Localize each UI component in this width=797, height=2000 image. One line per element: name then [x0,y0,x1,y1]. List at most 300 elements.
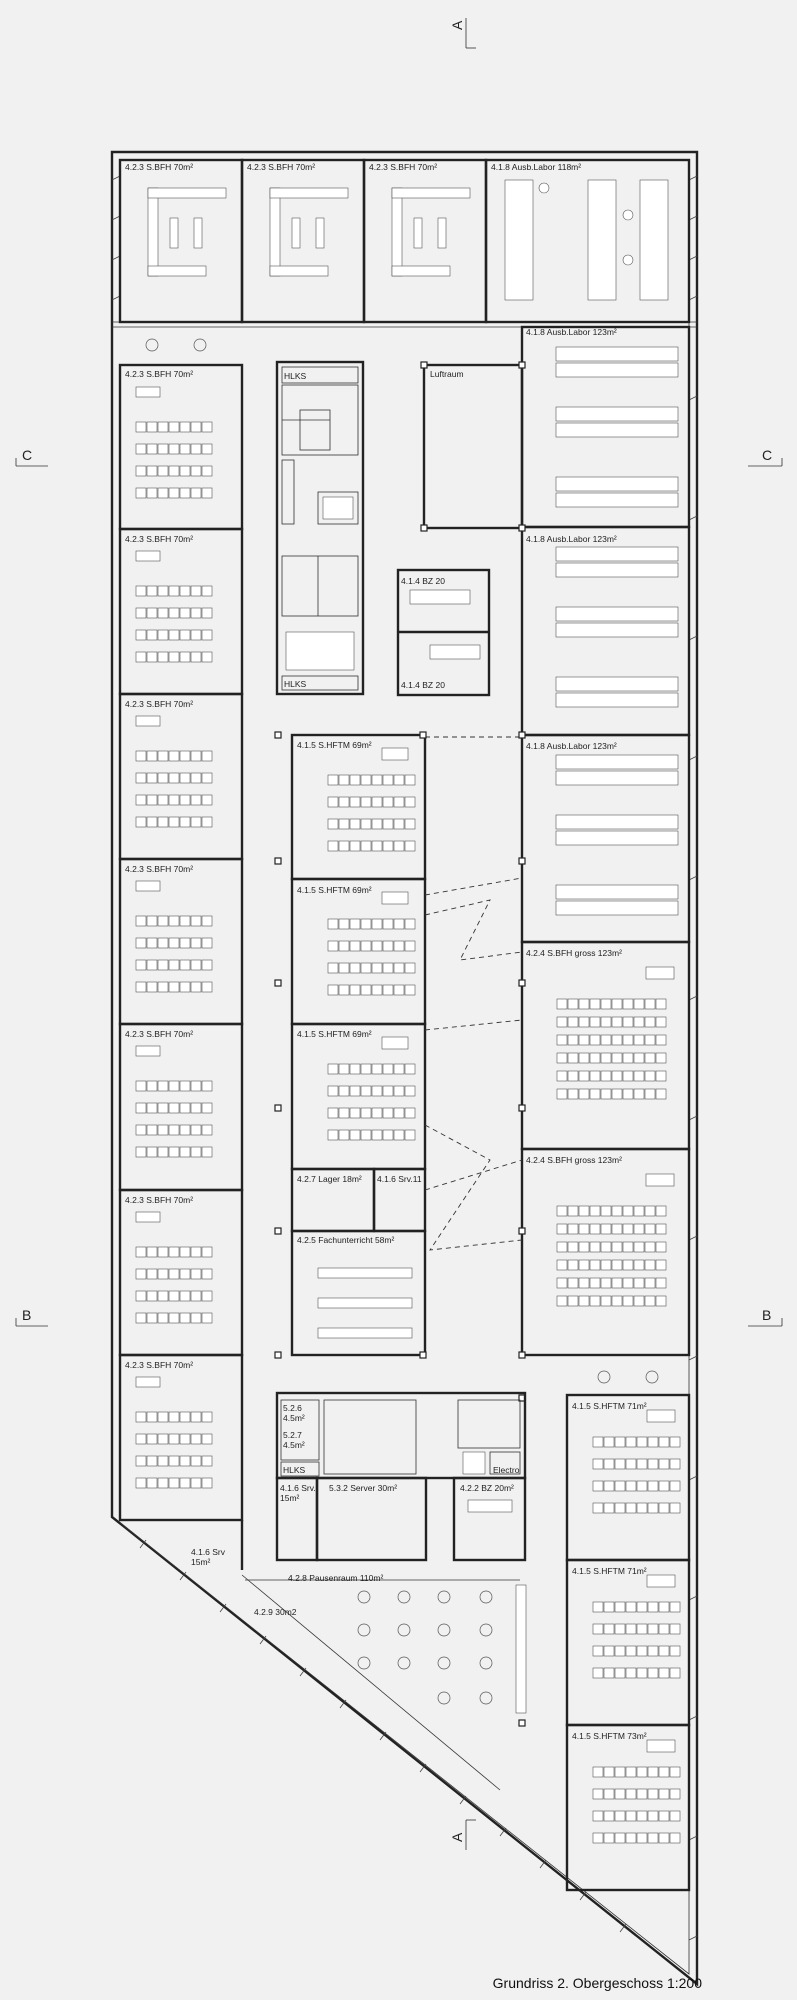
student-desk [670,1437,680,1447]
student-desk [593,1789,603,1799]
student-desk [604,1811,614,1821]
student-desk [637,1767,647,1777]
student-desk [604,1481,614,1491]
student-desk [147,1103,157,1113]
student-desk [593,1503,603,1513]
student-desk [645,1296,655,1306]
student-desk [604,1833,614,1843]
student-desk [383,1108,393,1118]
room-label: 5.2.6 [283,1403,302,1413]
student-desk [670,1459,680,1469]
student-desk [601,999,611,1009]
student-desk [405,941,415,951]
student-desk [670,1811,680,1821]
student-desk [601,1017,611,1027]
student-desk [604,1503,614,1513]
student-desk [645,1260,655,1270]
student-desk [180,916,190,926]
student-desk [191,1081,201,1091]
room-label: 4.2.3 S.BFH 70m² [125,162,194,172]
student-desk [158,488,168,498]
student-desk [383,797,393,807]
student-desk [191,608,201,618]
student-desk [604,1767,614,1777]
student-desk [169,1269,179,1279]
student-desk [158,608,168,618]
student-desk [191,817,201,827]
student-desk [615,1624,625,1634]
section-marker-a-top: A [449,20,465,30]
teacher-desk [647,1575,675,1587]
student-desk [604,1668,614,1678]
lab-bench [556,885,678,899]
student-desk [405,963,415,973]
student-desk [147,795,157,805]
student-desk [590,1242,600,1252]
student-desk [180,1247,190,1257]
room-label: Electro [493,1465,520,1475]
student-desk [202,608,212,618]
student-desk [169,938,179,948]
student-desk [626,1789,636,1799]
teacher-desk [382,892,408,904]
student-desk [202,466,212,476]
student-desk [612,1089,622,1099]
student-desk [623,1242,633,1252]
student-desk [158,1247,168,1257]
student-desk [191,652,201,662]
student-desk [147,1456,157,1466]
student-desk [158,938,168,948]
student-desk [361,1108,371,1118]
student-desk [136,466,146,476]
student-desk [656,1017,666,1027]
room-label: 4.2.3 S.BFH 70m² [247,162,316,172]
room-label: 4.2.3 S.BFH 70m² [125,699,194,709]
student-desk [136,422,146,432]
room-label: HLKS [283,1465,306,1475]
student-desk [637,1646,647,1656]
student-desk [147,1478,157,1488]
student-desk [202,422,212,432]
student-desk [670,1602,680,1612]
student-desk [405,841,415,851]
student-desk [147,817,157,827]
student-desk [634,1260,644,1270]
student-desk [568,999,578,1009]
workbench [318,1328,412,1338]
student-desk [202,1081,212,1091]
student-desk [656,1278,666,1288]
student-desk [383,941,393,951]
student-desk [158,1412,168,1422]
student-desk [169,817,179,827]
student-desk [169,1081,179,1091]
teacher-desk [136,1046,160,1056]
student-desk [372,1086,382,1096]
room-label: 4.1.8 Ausb.Labor 118m² [491,162,582,172]
room-label: 5.3.2 Server 30m² [329,1483,398,1493]
student-desk [169,1125,179,1135]
student-desk [670,1789,680,1799]
student-desk [136,652,146,662]
drawing-title: Grundriss 2. Obergeschoss 1:200 [492,1975,702,1991]
room-label: 15m² [191,1557,211,1567]
section-marker-c-right: C [762,447,773,463]
room-label: 4.1.5 S.HFTM 71m² [572,1566,647,1576]
student-desk [626,1459,636,1469]
student-desk [169,773,179,783]
student-desk [136,1434,146,1444]
student-desk [202,773,212,783]
student-desk [191,1125,201,1135]
room-label: 4.2.3 S.BFH 70m² [125,369,194,379]
student-desk [136,1313,146,1323]
student-desk [180,422,190,432]
student-desk [372,797,382,807]
room-label: 4.2.4 S.BFH gross 123m² [526,1155,622,1165]
lab-bench [556,693,678,707]
student-desk [136,1291,146,1301]
student-desk [191,586,201,596]
student-desk [361,941,371,951]
lab-bench [556,547,678,561]
student-desk [623,1035,633,1045]
student-desk [339,797,349,807]
student-desk [579,1260,589,1270]
lab-bench [556,493,678,507]
workbench [318,1268,412,1278]
room-label: 4.2.2 BZ 20m² [460,1483,514,1493]
student-desk [169,1247,179,1257]
student-desk [136,1478,146,1488]
student-desk [180,1147,190,1157]
student-desk [169,444,179,454]
teacher-desk [136,881,160,891]
student-desk [147,422,157,432]
student-desk [158,1125,168,1135]
student-desk [590,1260,600,1270]
room-label: 4.1.5 S.HFTM 69m² [297,885,372,895]
student-desk [350,941,360,951]
student-desk [169,1478,179,1488]
student-desk [601,1206,611,1216]
student-desk [637,1459,647,1469]
student-desk [136,982,146,992]
student-desk [634,1242,644,1252]
student-desk [579,1053,589,1063]
student-desk [634,1017,644,1027]
student-desk [350,963,360,973]
student-desk [579,1242,589,1252]
student-desk [136,1147,146,1157]
student-desk [350,841,360,851]
student-desk [158,1103,168,1113]
student-desk [579,1206,589,1216]
dashed-bridge [425,737,522,1250]
student-desk [202,751,212,761]
student-desk [557,1278,567,1288]
student-desk [136,938,146,948]
student-desk [361,775,371,785]
student-desk [557,1242,567,1252]
student-desk [568,1242,578,1252]
student-desk [601,1035,611,1045]
student-desk [328,963,338,973]
student-desk [670,1767,680,1777]
student-desk [169,652,179,662]
student-desk [568,1035,578,1045]
student-desk [634,1089,644,1099]
workbench [318,1298,412,1308]
student-desk [180,630,190,640]
student-desk [147,466,157,476]
room-label: 15m² [280,1493,300,1503]
student-desk [601,1260,611,1270]
student-desk [626,1481,636,1491]
student-desk [623,1053,633,1063]
student-desk [136,960,146,970]
student-desk [158,1434,168,1444]
student-desk [169,1456,179,1466]
student-desk [361,919,371,929]
student-desk [180,608,190,618]
student-desk [615,1767,625,1777]
student-desk [568,1260,578,1270]
student-desk [350,775,360,785]
student-desk [180,488,190,498]
student-desk [202,1478,212,1488]
student-desk [372,819,382,829]
student-desk [191,1478,201,1488]
student-desk [601,1224,611,1234]
student-desk [136,1456,146,1466]
teacher-desk [647,1740,675,1752]
lab-bench [556,831,678,845]
student-desk [328,919,338,929]
student-desk [383,1086,393,1096]
student-desk [136,795,146,805]
student-desk [180,960,190,970]
student-desk [656,1224,666,1234]
student-desk [169,488,179,498]
student-desk [180,1269,190,1279]
student-desk [191,466,201,476]
student-desk [612,1260,622,1270]
student-desk [169,982,179,992]
student-desk [158,1313,168,1323]
student-desk [328,1108,338,1118]
student-desk [372,775,382,785]
student-desk [623,1296,633,1306]
room-label: 4.2.3 S.BFH 70m² [369,162,438,172]
student-desk [202,916,212,926]
student-desk [645,1224,655,1234]
student-desk [612,1053,622,1063]
student-desk [604,1789,614,1799]
student-desk [328,841,338,851]
room-label: HLKS [284,371,307,381]
student-desk [158,960,168,970]
student-desk [590,1089,600,1099]
room-label: 4.1.6 Srv [191,1547,226,1557]
student-desk [202,1247,212,1257]
student-desk [158,773,168,783]
student-desk [339,819,349,829]
student-desk [579,1035,589,1045]
student-desk [191,630,201,640]
student-desk [147,1412,157,1422]
student-desk [612,1017,622,1027]
student-desk [612,1035,622,1045]
student-desk [202,795,212,805]
student-desk [568,1278,578,1288]
student-desk [590,1071,600,1081]
student-desk [147,1269,157,1279]
student-desk [645,1035,655,1045]
student-desk [590,999,600,1009]
student-desk [147,1125,157,1135]
student-desk [593,1668,603,1678]
student-desk [169,960,179,970]
student-desk [579,1224,589,1234]
student-desk [568,1071,578,1081]
student-desk [670,1668,680,1678]
student-desk [350,819,360,829]
student-desk [557,1296,567,1306]
student-desk [659,1646,669,1656]
student-desk [180,795,190,805]
student-desk [339,985,349,995]
student-desk [659,1602,669,1612]
student-desk [350,919,360,929]
student-desk [626,1767,636,1777]
student-desk [590,1035,600,1045]
student-desk [623,1089,633,1099]
student-desk [158,1456,168,1466]
student-desk [169,1412,179,1422]
student-desk [634,1053,644,1063]
student-desk [158,630,168,640]
teacher-desk [382,748,408,760]
student-desk [637,1789,647,1799]
student-desk [593,1646,603,1656]
student-desk [147,751,157,761]
student-desk [147,773,157,783]
room-label: 4.1.8 Ausb.Labor 123m² [526,741,617,751]
room-label: 4.2.4 S.BFH gross 123m² [526,948,622,958]
student-desk [645,1278,655,1288]
student-desk [147,982,157,992]
student-desk [383,985,393,995]
student-desk [601,1278,611,1288]
student-desk [615,1503,625,1513]
student-desk [623,1278,633,1288]
student-desk [191,960,201,970]
student-desk [659,1459,669,1469]
student-desk [659,1668,669,1678]
student-desk [202,1125,212,1135]
student-desk [147,488,157,498]
student-desk [350,1064,360,1074]
lab-bench [556,477,678,491]
student-desk [659,1624,669,1634]
student-desk [634,1224,644,1234]
student-desk [136,751,146,761]
student-desk [180,586,190,596]
student-desk [361,797,371,807]
student-desk [350,985,360,995]
student-desk [169,586,179,596]
student-desk [659,1833,669,1843]
student-desk [180,982,190,992]
lab-bench [556,607,678,621]
student-desk [180,466,190,476]
student-desk [645,999,655,1009]
student-desk [405,775,415,785]
student-desk [169,916,179,926]
student-desk [612,1278,622,1288]
student-desk [645,1089,655,1099]
student-desk [191,1434,201,1444]
student-desk [339,1108,349,1118]
student-desk [158,652,168,662]
student-desk [637,1481,647,1491]
lab-bench [556,771,678,785]
student-desk [158,916,168,926]
student-desk [180,751,190,761]
student-desk [180,1125,190,1135]
student-desk [339,919,349,929]
student-desk [568,1053,578,1063]
student-desk [147,1247,157,1257]
student-desk [202,1456,212,1466]
student-desk [169,630,179,640]
student-desk [405,1086,415,1096]
student-desk [372,1108,382,1118]
student-desk [593,1602,603,1612]
student-desk [394,919,404,929]
student-desk [202,982,212,992]
teacher-desk [382,1037,408,1049]
teacher-desk [646,967,674,979]
student-desk [623,1206,633,1216]
student-desk [590,1017,600,1027]
student-desk [169,751,179,761]
student-desk [604,1646,614,1656]
student-desk [593,1811,603,1821]
teacher-desk [136,551,160,561]
lab-bench [556,407,678,421]
student-desk [361,985,371,995]
lab-bench [556,623,678,637]
student-desk [568,1296,578,1306]
student-desk [147,1291,157,1301]
student-desk [615,1833,625,1843]
student-desk [394,963,404,973]
student-desk [361,819,371,829]
student-desk [180,1103,190,1113]
student-desk [328,775,338,785]
student-desk [579,1278,589,1288]
student-desk [202,586,212,596]
student-desk [637,1437,647,1447]
section-marker-a-bottom: A [449,1832,465,1842]
student-desk [361,1130,371,1140]
student-desk [557,1017,567,1027]
student-desk [557,1035,567,1045]
student-desk [136,586,146,596]
